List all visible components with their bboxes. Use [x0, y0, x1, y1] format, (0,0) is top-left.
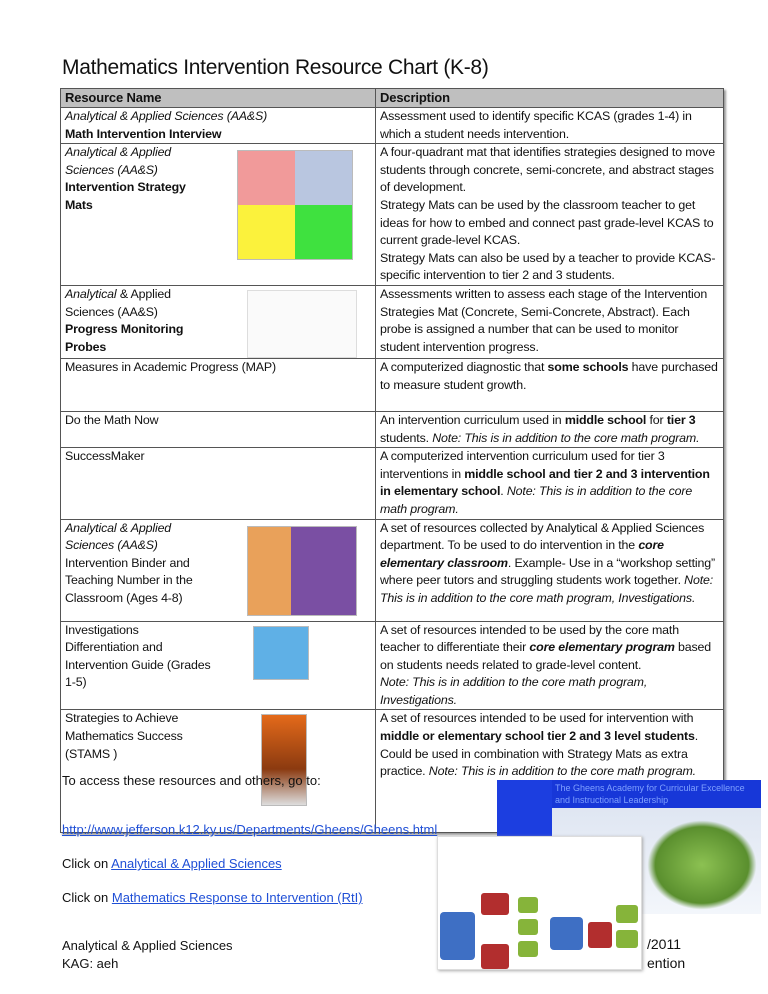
- resource-name: [65, 520, 215, 608]
- table-row: [61, 621, 724, 710]
- text-segment: Analytical & Applied Sciences (AA&S): [65, 145, 172, 177]
- text-segment: Strategy Mats can be used by the classroom teacher to get ideas for how to embed and connect past grade-level KCAS to current grade-level KCAS.: [380, 197, 714, 248]
- description-cell: [376, 448, 724, 519]
- resource-name-cell: [61, 448, 376, 519]
- text-segment: A set of resources intended to be used by the core math teacher to differentiate their: [380, 622, 679, 655]
- text-segment: Intervention Binder and Teaching Number in the Classroom (Ages 4-8): [65, 555, 193, 605]
- page-title: Mathematics Intervention Resource Chart (K-8): [62, 56, 489, 79]
- text-segment: A set of resources collected by Analytical & Applied Sciences department. To be used to do intervention in the: [380, 520, 705, 553]
- footer-department: Analytical & Applied Sciences: [62, 938, 233, 953]
- table-header-row: [61, 89, 724, 108]
- click-prefix: Click on: [62, 856, 112, 871]
- text-segment: based on students needs related to grade-level content.: [380, 640, 712, 672]
- resource-name: [65, 412, 371, 430]
- text-segment: Assessments written to assess each stage of the Intervention Strategies Mat (Concrete, Semi-Concrete, Abstract). Each probe is assigned a number that can be used to monitor student intervention progress.: [380, 286, 708, 354]
- resource-name-cell: [61, 519, 376, 621]
- resource-name: [65, 286, 215, 356]
- footer-initials: KAG: aeh: [62, 956, 119, 971]
- resource-name: [65, 622, 215, 692]
- text-segment: A set of resources intended to be used for intervention with: [380, 711, 694, 726]
- description-cell: [376, 411, 724, 447]
- footer-subtitle: ention: [647, 955, 686, 971]
- footer-date: /2011: [647, 936, 681, 952]
- text-segment: core elementary program: [529, 640, 675, 655]
- text-segment: for: [646, 412, 667, 427]
- text-segment: Intervention Strategy Mats: [65, 180, 186, 212]
- description-cell: [376, 358, 724, 411]
- text-segment: Note: This is in addition to the core math program.: [428, 764, 696, 779]
- description-cell: [376, 144, 724, 286]
- text-segment: Investigations Differentiation and Intervention Guide (Grades 1-5): [65, 622, 211, 690]
- text-segment: . Example- Use in a “workshop setting” where peer tutors and struggling students work together.: [380, 555, 715, 588]
- text-segment: middle school and tier 2 and 3 intervention in elementary school: [380, 466, 710, 499]
- text-segment: Note: This is in addition to the core math program.: [432, 430, 700, 445]
- resource-name-cell: [61, 358, 376, 411]
- table-row: [61, 358, 724, 411]
- text-segment: Analytical & Applied Sciences (AA&S): [65, 520, 172, 553]
- description-cell: [376, 108, 724, 144]
- text-segment: A four-quadrant mat that identifies strategies designed to move students through concrete, semi-concrete, and abstract stages of development.: [380, 145, 715, 195]
- text-segment: An intervention curriculum used in: [380, 412, 565, 427]
- table-row: [61, 519, 724, 621]
- resource-name-cell: [61, 108, 376, 144]
- header-resource-name: Resource Name: [61, 89, 376, 108]
- table-row: [61, 448, 724, 519]
- text-segment: Analytical & Applied Sciences (AA&S): [65, 109, 268, 123]
- text-segment: Strategy Mats can also be used by a teacher to provide KCAS-specific intervention to tier 2 and 3 students.: [380, 250, 716, 283]
- text-segment: & Applied Sciences (AA&S): [65, 286, 171, 319]
- text-segment: middle or elementary school tier 2 and 3 level students: [380, 729, 695, 744]
- text-segment: Note: This is in addition to the core math program.: [380, 484, 693, 516]
- text-segment: SuccessMaker: [65, 449, 145, 464]
- resource-name-cell: [61, 144, 376, 286]
- binder-image: [247, 526, 357, 616]
- access-text: To access these resources and others, go to:: [62, 773, 321, 788]
- click-instruction-1: [62, 856, 282, 871]
- text-segment: .: [500, 484, 507, 499]
- table-row: [61, 144, 724, 286]
- text-segment: Do the Math Now: [65, 412, 159, 427]
- rti-flowchart-screenshot: [437, 836, 642, 970]
- resource-name-cell: [61, 621, 376, 710]
- rti-link[interactable]: Mathematics Response to Intervention (RtI): [111, 890, 363, 905]
- investigations-guide-image: [253, 626, 309, 680]
- tree-image: [647, 820, 757, 910]
- resource-name: [65, 710, 215, 763]
- table-row: [61, 411, 724, 447]
- text-segment: some schools: [547, 359, 629, 374]
- header-description: Description: [376, 89, 724, 108]
- aas-link[interactable]: Analytical & Applied Sciences: [111, 856, 282, 871]
- resource-name: [65, 108, 371, 143]
- text-segment: core elementary classroom: [380, 538, 664, 570]
- resource-name: [65, 359, 371, 377]
- resource-name-cell: [61, 285, 376, 358]
- text-segment: tier 3: [666, 412, 696, 427]
- resource-name-cell: [61, 411, 376, 447]
- resource-name-cell: [61, 710, 376, 833]
- stams-book-image: [261, 714, 307, 806]
- table-row: [61, 108, 724, 144]
- resource-name: [65, 448, 371, 466]
- text-segment: Note: This is in addition to the core math program, Investigations.: [380, 675, 648, 707]
- text-segment: A computerized intervention curriculum used for tier 3 interventions in: [380, 449, 665, 481]
- probe-image: [247, 290, 357, 358]
- text-segment: A computerized diagnostic that: [380, 359, 548, 374]
- text-segment: Analytical: [65, 286, 117, 301]
- website-banner-title: The Gheens Academy for Curricular Excellence and Instructional Leadership: [555, 783, 745, 805]
- text-segment: Progress Monitoring Probes: [65, 322, 184, 354]
- resource-name: [65, 144, 215, 214]
- text-segment: middle school: [564, 412, 647, 427]
- text-segment: Assessment used to identify specific KCAS (grades 1-4) in which a student needs intervention.: [380, 109, 692, 141]
- strategy-mat-image: [237, 150, 353, 260]
- click-prefix: Click on: [62, 890, 112, 905]
- text-segment: Note: This is in addition to the core math program, Investigations.: [380, 573, 714, 605]
- text-segment: Measures in Academic Progress (MAP): [65, 359, 276, 374]
- description-cell: [376, 519, 724, 621]
- text-segment: Math Intervention Interview: [65, 126, 222, 141]
- gheens-link[interactable]: http://www.jefferson.k12.ky.us/Departments/Gheens/Gheens.html: [62, 822, 438, 837]
- description-cell: [376, 285, 724, 358]
- description-cell: [376, 621, 724, 710]
- text-segment: have purchased to measure student growth.: [380, 359, 718, 392]
- table-row: [61, 285, 724, 358]
- text-segment: Strategies to Achieve Mathematics Success (STAMS ): [65, 711, 183, 761]
- text-segment: . Could be used in combination with Strategy Mats as extra practice.: [380, 729, 698, 779]
- click-instruction-2: [62, 890, 363, 905]
- resource-table: [60, 88, 724, 833]
- text-segment: students.: [380, 430, 433, 445]
